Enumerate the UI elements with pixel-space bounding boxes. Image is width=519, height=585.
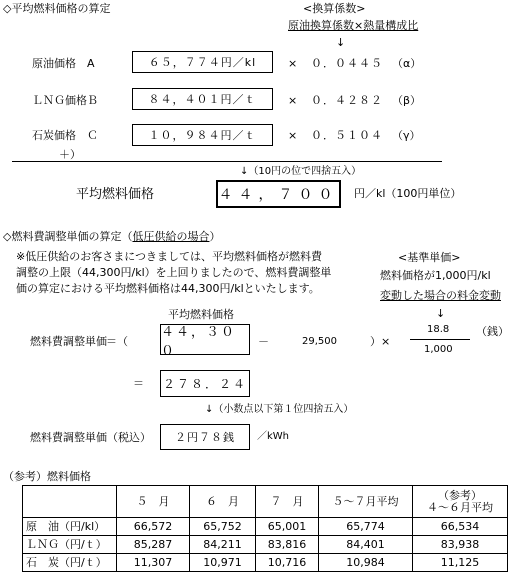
table-cell: 85,287: [117, 536, 190, 554]
table-cell: 65,774: [319, 518, 413, 536]
taxin-label: 燃料費調整単価（税込）: [30, 431, 151, 444]
base-unit-header: <基準単価>: [398, 251, 461, 264]
formula-avg-price-box: ４４，３００: [160, 324, 250, 355]
section2-title: ◇燃料費調整単価の算定（低圧供給の場合）: [3, 230, 221, 243]
table-cell: 65,001: [256, 518, 319, 536]
base-unit-line2: 変動した場合の料金変動: [380, 289, 501, 302]
row-label: 原 油（円/kl）: [23, 518, 117, 536]
table-cell: 66,534: [413, 518, 508, 536]
table-cell: 66,572: [117, 518, 190, 536]
taxin-unit: ／kWh: [257, 431, 290, 442]
sen-unit: （銭）: [476, 325, 509, 338]
result-box: ２７８．２４: [160, 370, 250, 397]
table-cell: 84,401: [319, 536, 413, 554]
table-cell: 65,752: [190, 518, 256, 536]
table-row: [23, 554, 508, 572]
taxin-value-box: ２円７８銭: [160, 424, 250, 450]
times-sign: ×: [288, 94, 298, 107]
decimal-rounding-note: ↓（小数点以下第１位四捨五入）: [205, 404, 354, 415]
header-cell: ６ 月: [190, 486, 256, 518]
row-label: ＬＮＧ（円/ｔ）: [23, 536, 117, 554]
base-unit-line1: 燃料価格が1,000円/kl: [380, 269, 491, 282]
avg-fuel-price-box: ４４，７００: [216, 180, 341, 208]
oil-coefficient: ０．０４４５: [311, 57, 383, 70]
table-cell: 11,307: [117, 554, 190, 572]
table-header-row: [23, 486, 508, 518]
table-row: [23, 518, 508, 536]
avg-fuel-price-unit: 円／kl（100円単位）: [354, 187, 462, 200]
table-cell: 10,971: [190, 554, 256, 572]
adjustment-unit-label: 燃料費調整単価: [30, 335, 107, 348]
base-unit-arrow: ↓: [436, 307, 446, 320]
table-cell: 11,125: [413, 554, 508, 572]
alpha-symbol: （α）: [392, 57, 422, 70]
coal-price-box: １０，９８４円／ｔ: [132, 124, 273, 146]
plus-sign: ＋）: [59, 148, 81, 161]
close-paren-times: ）×: [370, 335, 391, 348]
fraction-bar: [410, 339, 470, 340]
fuel-price-table: [22, 485, 508, 572]
equals-sign: ＝: [133, 377, 144, 390]
coef-arrow: ↓: [336, 36, 346, 49]
table-cell: 10,716: [256, 554, 319, 572]
equals-open-paren: ＝（: [106, 335, 128, 348]
table-cell: 83,816: [256, 536, 319, 554]
avg-fuel-price-label: 平均燃料価格: [76, 187, 155, 202]
lng-price-label: ＬＮＧ価格Ｂ: [32, 94, 98, 107]
table-cell: 83,938: [413, 536, 508, 554]
table-cell: 84,211: [190, 536, 256, 554]
rounding-note: ↓（10円の位で四捨五入）: [240, 166, 362, 177]
times-sign: ×: [288, 129, 298, 142]
low-voltage-note: ※低圧供給のお客さまにつきましては、平均燃料価格が燃料費 調整の上限（44,300円/kl）を上回りましたので、燃料費調整単 価の算定における平均燃料価格は44,300円/klといたします。: [16, 250, 332, 295]
times-sign: ×: [288, 57, 298, 70]
lng-coefficient: ０．４２８２: [311, 94, 383, 107]
table-cell: 10,984: [319, 554, 413, 572]
section1-title: ◇平均燃料価格の算定: [3, 2, 111, 15]
gamma-symbol: （γ）: [392, 129, 421, 142]
row-label: 石 炭（円/ｔ）: [23, 554, 117, 572]
beta-symbol: （β）: [392, 94, 422, 107]
sum-line: [12, 161, 442, 162]
coef-subheader: 原油換算係数×熱量構成比: [288, 19, 419, 32]
oil-price-box: ６５，７７４円／kl: [132, 51, 273, 73]
header-cell: [23, 486, 117, 518]
minus-sign: －: [258, 335, 269, 348]
fraction-numerator: 18.8: [427, 324, 450, 335]
fraction-denominator: 1,000: [424, 344, 453, 355]
coal-coefficient: ０．５１０４: [311, 129, 383, 142]
header-cell: ５ 月: [117, 486, 190, 518]
header-cell: ７ 月: [256, 486, 319, 518]
coef-header: <換算係数>: [303, 2, 366, 15]
avg-price-caption: 平均燃料価格: [168, 308, 234, 321]
oil-price-label: 原油価格 A: [32, 57, 95, 70]
header-cell: （参考） ４～６月平均: [413, 486, 508, 518]
header-cell: ５～７月平均: [319, 486, 413, 518]
lng-price-box: ８４，４０１円／ｔ: [132, 88, 273, 110]
base-fuel-price: 29,500: [302, 336, 337, 347]
reference-title: （参考）燃料価格: [3, 470, 91, 483]
table-row: [23, 536, 508, 554]
section2-title-underlined: 低圧供給の場合: [132, 230, 210, 243]
coal-price-label: 石炭価格 Ｃ: [32, 129, 98, 142]
